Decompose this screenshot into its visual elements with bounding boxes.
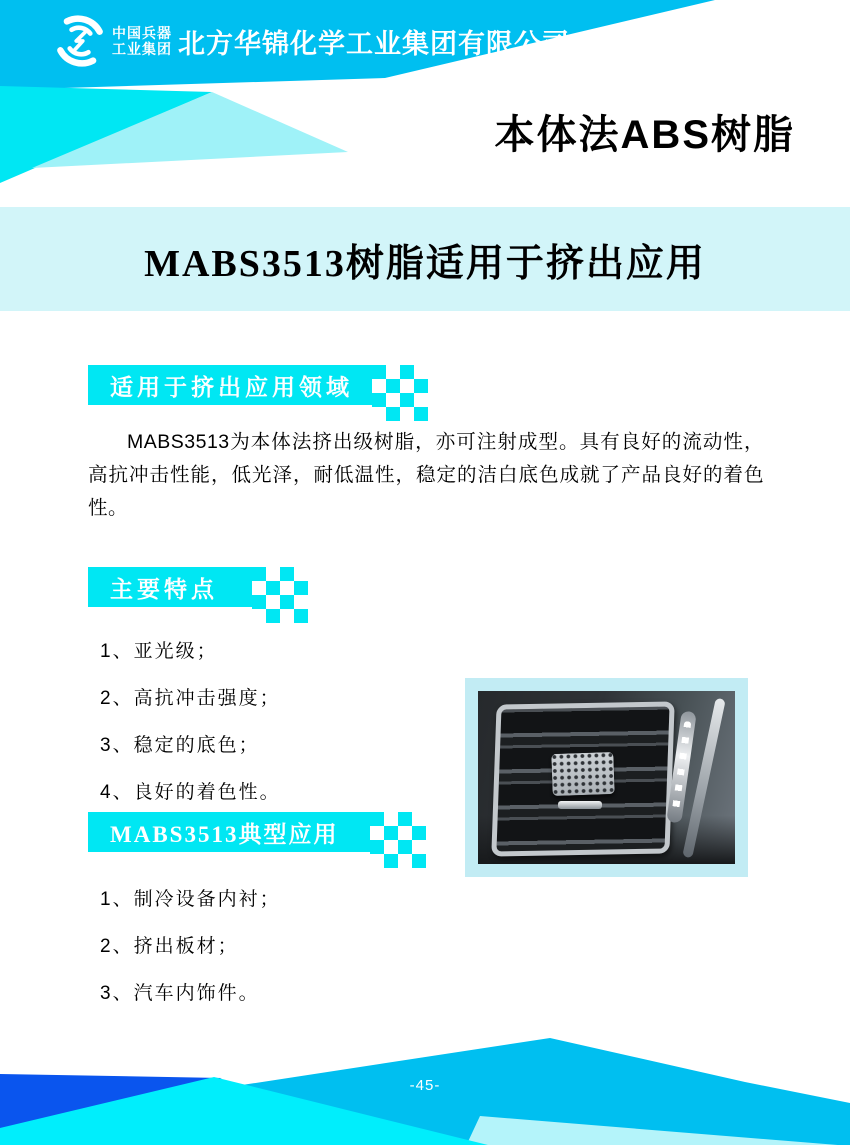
cngc-logo-icon	[52, 13, 108, 69]
group-name-line2: 工业集团	[112, 41, 172, 57]
vent-slider-slot	[558, 801, 602, 809]
brand-block	[52, 13, 570, 69]
features-list	[100, 628, 281, 816]
car-air-vent-photo	[478, 691, 735, 864]
list-item: 2、高抗冲击强度；	[100, 688, 281, 709]
section-heading-overview	[88, 365, 372, 405]
banner-title: MABS3513树脂适用于挤出应用	[144, 242, 706, 285]
section-heading-features-label: 主要特点	[110, 576, 218, 602]
list-item: 3、稳定的底色；	[100, 735, 260, 756]
checker-decor-features	[252, 567, 308, 623]
photo-frame	[465, 678, 748, 877]
banner	[0, 207, 850, 311]
list-item: 1、亚光级；	[100, 641, 218, 662]
vent-slider-knob	[551, 752, 614, 796]
group-name	[112, 25, 172, 57]
list-item: 4、良好的着色性。	[100, 782, 281, 803]
page-number: -45-	[409, 1077, 441, 1094]
list-item: 1、制冷设备内衬；	[100, 889, 281, 910]
checker-decor-applications	[370, 812, 426, 868]
section-heading-applications-label: MABS3513典型应用	[110, 821, 339, 847]
section-heading-overview-label: 适用于挤出应用领域	[110, 374, 353, 400]
page-title: 本体法ABS树脂	[494, 113, 795, 157]
group-name-line1: 中国兵器	[112, 25, 172, 41]
dial-dots	[672, 721, 692, 813]
applications-list	[100, 876, 281, 1017]
list-item: 3、汽车内饰件。	[100, 983, 260, 1004]
section-heading-features	[88, 567, 252, 607]
overview-paragraph: MABS3513为本体法挤出级树脂，亦可注射成型。具有良好的流动性，高抗冲击性能，低光泽，耐低温性，稳定的洁白底色成就了产品良好的着色性。	[88, 431, 764, 519]
company-name: 北方华锦化学工业集团有限公司	[178, 28, 570, 59]
section-heading-applications	[88, 812, 370, 852]
checker-decor-overview	[372, 365, 428, 421]
list-item: 2、挤出板材；	[100, 936, 239, 957]
footer-decoration	[0, 1030, 850, 1145]
